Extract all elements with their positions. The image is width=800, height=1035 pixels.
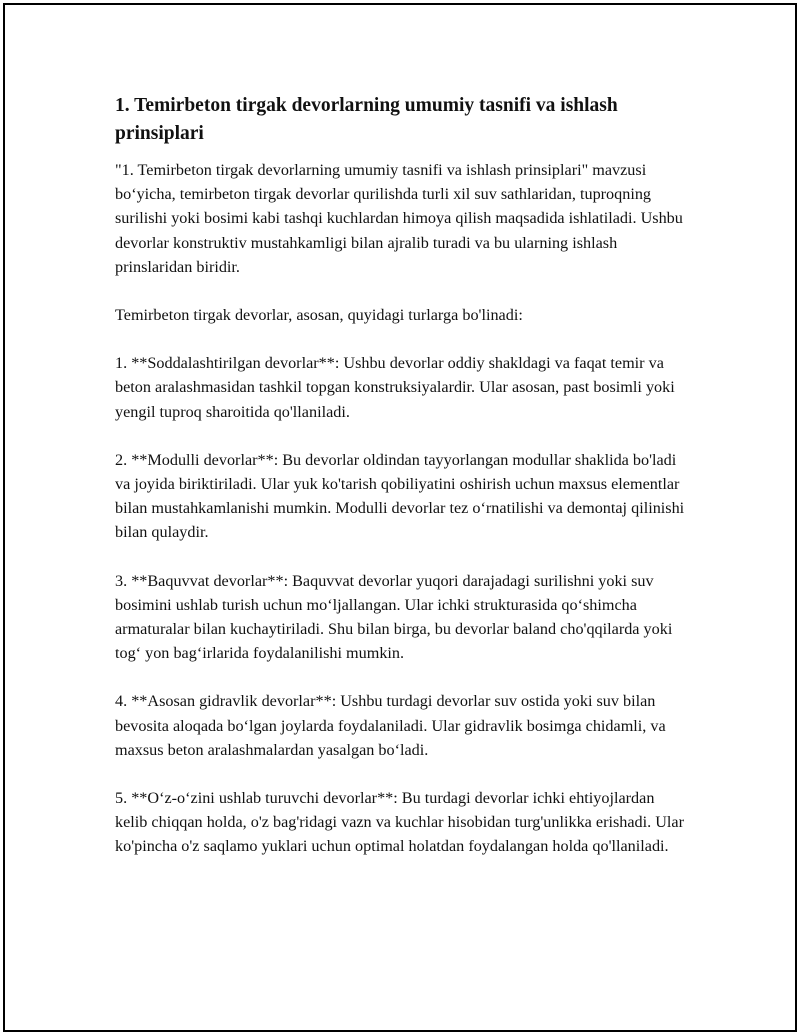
document-body [115,92,690,883]
list-item-5: 5. **O‘z-o‘zini ushlab turuvchi devorlar**: Bu turdagi devorlar ichki ehtiyojlardan kelib chiqqan holda, o'z bag'ridagi vazn va kuchlar hisobidan turg'unlikka erishadi. Ular ko'pincha o'z saqlamo yuklari uchun optimal holatdan foydalangan holda qo'llaniladi. [115,789,685,856]
list-item-3: 3. **Baquvvat devorlar**: Baquvvat devorlar yuqori darajadagi surilishni yoki suv bosimini ushlab turish uchun mo‘ljallangan. Ular ichki strukturasida qo‘shimcha armaturalar bilan kuchaytiriladi. Shu bilan birga, bu devorlar baland cho'qqilarda yoki tog‘ yon bag‘irlarida foydalanilishi mumkin. [115,571,673,663]
list-item-1: 1. **Soddalashtirilgan devorlar**: Ushbu devorlar oddiy shakldagi va faqat temir va beton aralashmasidan tashkil topgan konstruksiyalardir. Ular asosan, past bosimli yoki yengil tuproq sharoitida qo'llaniladi. [115,354,675,421]
list-item-4: 4. **Asosan gidravlik devorlar**: Ushbu turdagi devorlar suv ostida yoki suv bilan bevosita aloqada bo‘lgan joylarda foydalaniladi. Ular gidravlik bosimga chidamli, va maxsus beton aralashmalardan yasalgan bo‘ladi. [115,692,666,759]
document-title: 1. Temirbeton tirgak devorlarning umumiy tasnifi va ishlash prinsiplari [115,95,618,144]
intro-paragraph: "1. Temirbeton tirgak devorlarning umumiy tasnifi va ishlash prinsiplari" mavzusi bo‘yicha, temirbeton tirgak devorlar qurilishda turli xil suv sathlaridan, tuproqning surilishi yoki bosimi kabi tashqi kuchlardan himoya qilish maqsadida ishlatiladi. Ushbu devorlar konstruktiv mustahkamligi bilan ajralib turadi va bu ularning ishlash prinslaridan biridir. [115,161,683,276]
types-intro-paragraph: Temirbeton tirgak devorlar, asosan, quyidagi turlarga bo'linadi: [115,306,523,325]
list-item-2: 2. **Modulli devorlar**: Bu devorlar oldindan tayyorlangan modullar shaklida bo'ladi va joyida biriktiriladi. Ular yuk ko'tarish qobiliyatini oshirish uchun maxsus elementlar bilan mustahkamlanishi mumkin. Modulli devorlar tez o‘rnatilishi va demontaj qilinishi bilan qulaydir. [115,450,685,542]
